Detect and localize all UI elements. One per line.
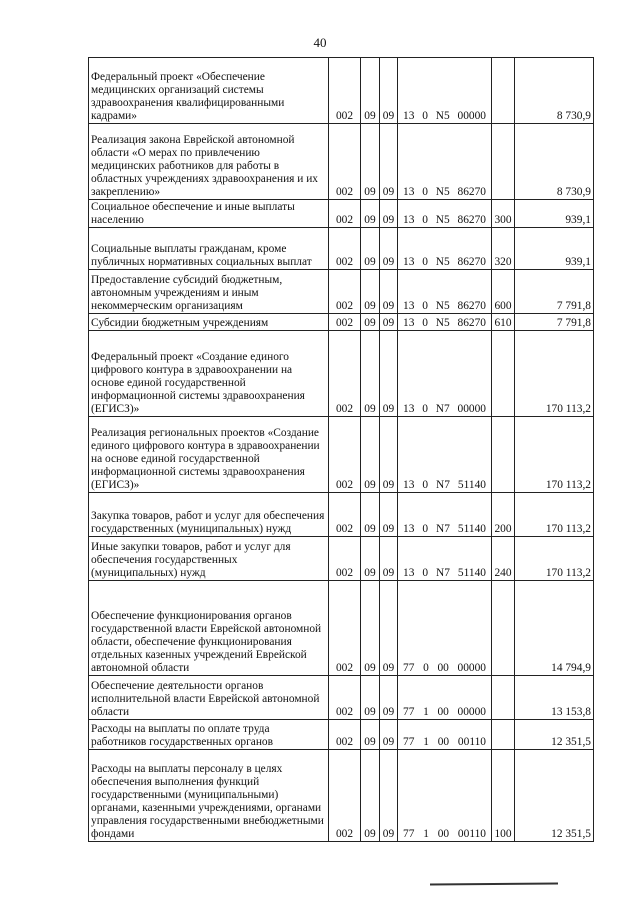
amount: 170 113,2	[515, 331, 594, 417]
subsection-code: 09	[380, 331, 398, 417]
program-code: 77	[403, 706, 415, 718]
program-code: 13	[403, 214, 415, 226]
table-row	[89, 124, 594, 200]
row-name: Социальные выплаты гражданам, кроме публичных нормативных социальных выплат	[89, 228, 329, 270]
project-code: N5	[435, 317, 450, 329]
amount: 939,1	[515, 200, 594, 228]
project-code: N5	[435, 214, 450, 226]
subsection-code: 09	[380, 200, 398, 228]
row-name: Реализация региональных проектов «Создание единого цифрового контура в здравоохранении на основе единой государственной информационной системы здравоохранения (ЕГИСЗ)»	[89, 417, 329, 493]
direction-code: 00000	[457, 662, 486, 674]
expense-type-code: 100	[492, 750, 515, 842]
expense-type-code	[492, 331, 515, 417]
expense-type-code: 320	[492, 228, 515, 270]
amount: 12 351,5	[515, 750, 594, 842]
table-row	[89, 314, 594, 331]
amount: 170 113,2	[515, 493, 594, 537]
project-code: N5	[435, 300, 450, 312]
table-row	[89, 750, 594, 842]
table-row	[89, 200, 594, 228]
project-code: N5	[435, 110, 450, 122]
program-code: 13	[403, 567, 415, 579]
program-code: 13	[403, 479, 415, 491]
direction-code: 00000	[457, 110, 486, 122]
ministry-code: 002	[329, 200, 361, 228]
section-code: 09	[361, 228, 380, 270]
amount: 7 791,8	[515, 270, 594, 314]
program-code: 77	[403, 736, 415, 748]
target-article-code	[398, 720, 492, 750]
project-code: N7	[436, 523, 450, 535]
subsection-code: 09	[380, 493, 398, 537]
row-name: Расходы на выплаты по оплате труда работников государственных органов	[89, 720, 329, 750]
table-row	[89, 581, 594, 676]
project-code: N7	[436, 567, 450, 579]
page-number: 40	[313, 35, 327, 50]
section-code: 09	[361, 537, 380, 581]
amount: 170 113,2	[515, 537, 594, 581]
direction-code: 86270	[457, 214, 486, 226]
table-row	[89, 270, 594, 314]
amount: 939,1	[515, 228, 594, 270]
table-row	[89, 417, 594, 493]
ministry-code: 002	[329, 331, 361, 417]
project-code: 00	[437, 662, 449, 674]
target-article-code	[398, 58, 492, 124]
direction-code: 00110	[457, 828, 486, 840]
subsection-code: 09	[380, 750, 398, 842]
ministry-code: 002	[329, 417, 361, 493]
row-name: Реализация закона Еврейской автономной области «О мерах по привлечению медицинских работников для работы в областных учреждениях здравоохранения и их закреплению»	[89, 124, 329, 200]
expense-type-code: 300	[492, 200, 515, 228]
ministry-code: 002	[329, 581, 361, 676]
ministry-code: 002	[329, 270, 361, 314]
direction-code: 00000	[457, 403, 486, 415]
program-code: 13	[403, 317, 415, 329]
section-code: 09	[361, 720, 380, 750]
program-code: 13	[403, 110, 415, 122]
section-code: 09	[361, 314, 380, 331]
ministry-code: 002	[329, 537, 361, 581]
subsection-code: 09	[380, 720, 398, 750]
target-article-code	[398, 331, 492, 417]
amount: 14 794,9	[515, 581, 594, 676]
subprogram-code: 0	[423, 662, 429, 674]
subprogram-code: 0	[422, 567, 429, 579]
subprogram-code: 0	[422, 317, 428, 329]
section-code: 09	[361, 750, 380, 842]
amount: 170 113,2	[515, 417, 594, 493]
row-name: Иные закупки товаров, работ и услуг для обеспечения государственных (муниципальных) нужд	[89, 537, 329, 581]
section-code: 09	[361, 581, 380, 676]
program-code: 77	[403, 662, 415, 674]
subprogram-code: 0	[422, 256, 428, 268]
subsection-code: 09	[380, 537, 398, 581]
ministry-code: 002	[329, 58, 361, 124]
ministry-code: 002	[329, 676, 361, 720]
subsection-code: 09	[380, 270, 398, 314]
table-row	[89, 493, 594, 537]
budget-table	[88, 57, 594, 842]
row-name: Социальное обеспечение и иные выплаты населению	[89, 200, 329, 228]
expense-type-code	[492, 581, 515, 676]
project-code: 00	[437, 736, 450, 748]
table-row	[89, 676, 594, 720]
program-code: 13	[403, 523, 415, 535]
table-row	[89, 58, 594, 124]
program-code: 13	[403, 403, 415, 415]
subprogram-code: 0	[422, 523, 429, 535]
project-code: 00	[437, 706, 449, 718]
program-code: 13	[403, 186, 415, 198]
program-code: 13	[403, 300, 415, 312]
subprogram-code: 0	[422, 110, 428, 122]
subprogram-code: 1	[423, 706, 429, 718]
expense-type-code	[492, 417, 515, 493]
target-article-code	[398, 228, 492, 270]
project-code: N7	[435, 403, 450, 415]
subsection-code: 09	[380, 417, 398, 493]
program-code: 77	[403, 828, 415, 840]
expense-type-code: 610	[492, 314, 515, 331]
ministry-code: 002	[329, 124, 361, 200]
target-article-code	[398, 200, 492, 228]
row-name: Обеспечение функционирования органов государственной власти Еврейской автономной области, обеспечение функционирования отдельных казенных учреждений Еврейской автономной области	[89, 581, 329, 676]
target-article-code	[398, 270, 492, 314]
ministry-code: 002	[329, 493, 361, 537]
subprogram-code: 0	[422, 403, 428, 415]
direction-code: 51140	[457, 567, 486, 579]
amount: 7 791,8	[515, 314, 594, 331]
subprogram-code: 0	[422, 186, 428, 198]
ministry-code: 002	[329, 314, 361, 331]
target-article-code	[398, 124, 492, 200]
program-code: 13	[403, 256, 415, 268]
subsection-code: 09	[380, 676, 398, 720]
target-article-code	[398, 676, 492, 720]
table-row	[89, 720, 594, 750]
section-code: 09	[361, 58, 380, 124]
section-code: 09	[361, 493, 380, 537]
subprogram-code: 1	[423, 828, 429, 840]
section-code: 09	[361, 331, 380, 417]
table-row	[89, 331, 594, 417]
section-code: 09	[361, 270, 380, 314]
expense-type-code: 600	[492, 270, 515, 314]
row-name: Субсидии бюджетным учреждениям	[89, 314, 329, 331]
ministry-code: 002	[329, 228, 361, 270]
direction-code: 00000	[457, 706, 486, 718]
target-article-code	[398, 750, 492, 842]
table-row	[89, 537, 594, 581]
expense-type-code	[492, 720, 515, 750]
row-name: Федеральный проект «Обеспечение медицинских организаций системы здравоохранения квалифицированными кадрами»	[89, 58, 329, 124]
project-code: N5	[435, 256, 450, 268]
direction-code: 86270	[457, 300, 486, 312]
row-name: Закупка товаров, работ и услуг для обеспечения государственных (муниципальных) нужд	[89, 493, 329, 537]
direction-code: 51140	[457, 479, 486, 491]
section-code: 09	[361, 417, 380, 493]
amount: 8 730,9	[515, 124, 594, 200]
target-article-code	[398, 493, 492, 537]
amount: 13 153,8	[515, 676, 594, 720]
target-article-code	[398, 581, 492, 676]
expense-type-code	[492, 676, 515, 720]
table-row	[89, 228, 594, 270]
project-code: N5	[435, 186, 450, 198]
target-article-code	[398, 314, 492, 331]
subsection-code: 09	[380, 124, 398, 200]
subsection-code: 09	[380, 228, 398, 270]
subprogram-code: 0	[422, 300, 428, 312]
project-code: 00	[437, 828, 450, 840]
row-name: Обеспечение деятельности органов исполнительной власти Еврейской автономной области	[89, 676, 329, 720]
direction-code: 86270	[457, 256, 486, 268]
expense-type-code: 240	[492, 537, 515, 581]
target-article-code	[398, 417, 492, 493]
row-name: Федеральный проект «Создание единого цифрового контура в здравоохранении на основе единой государственной информационной системы здравоохранения (ЕГИСЗ)»	[89, 331, 329, 417]
subprogram-code: 0	[422, 479, 429, 491]
ministry-code: 002	[329, 750, 361, 842]
expense-type-code	[492, 58, 515, 124]
direction-code: 86270	[457, 317, 486, 329]
expense-type-code: 200	[492, 493, 515, 537]
subprogram-code: 0	[422, 214, 428, 226]
ministry-code: 002	[329, 720, 361, 750]
subsection-code: 09	[380, 58, 398, 124]
subsection-code: 09	[380, 314, 398, 331]
section-code: 09	[361, 676, 380, 720]
table-body	[89, 58, 594, 842]
amount: 8 730,9	[515, 58, 594, 124]
section-code: 09	[361, 124, 380, 200]
direction-code: 86270	[457, 186, 486, 198]
project-code: N7	[436, 479, 450, 491]
subsection-code: 09	[380, 581, 398, 676]
direction-code: 00110	[457, 736, 486, 748]
direction-code: 51140	[457, 523, 486, 535]
amount: 12 351,5	[515, 720, 594, 750]
row-name: Расходы на выплаты персоналу в целях обеспечения выполнения функций государственными (муниципальными) органами, казенными учреждениями, органами управления государственными внебюджетными фондами	[89, 750, 329, 842]
expense-type-code	[492, 124, 515, 200]
row-name: Предоставление субсидий бюджетным, автономным учреждениям и иным некоммерческим организациям	[89, 270, 329, 314]
subprogram-code: 1	[423, 736, 429, 748]
section-code: 09	[361, 200, 380, 228]
target-article-code	[398, 537, 492, 581]
signature-mark	[430, 883, 558, 886]
